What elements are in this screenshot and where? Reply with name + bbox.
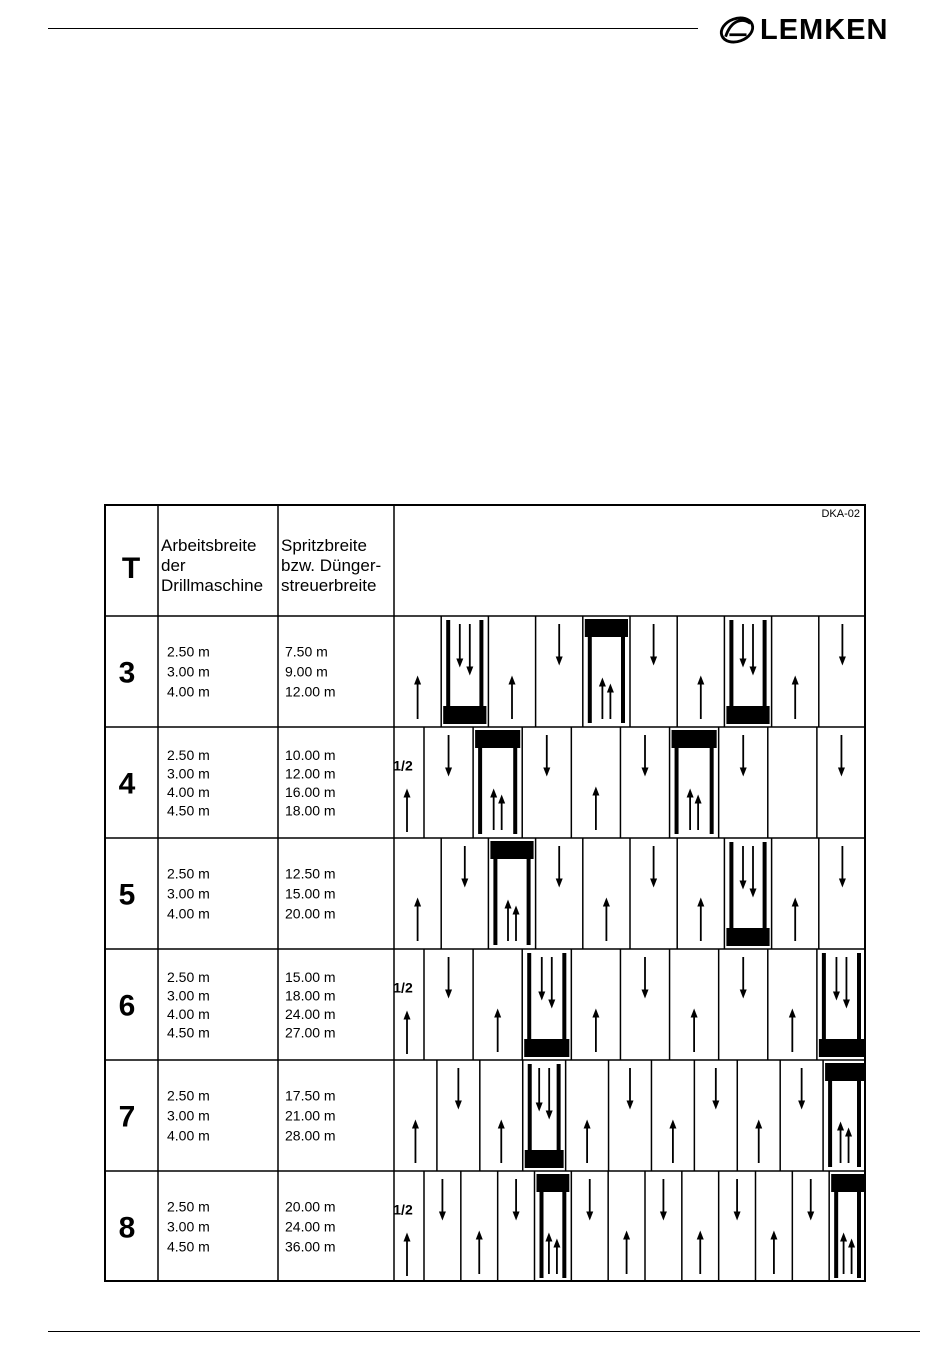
down-arrow-head [798, 1101, 805, 1110]
down-arrow [843, 957, 850, 1009]
up-arrow [553, 1239, 560, 1275]
tramline-bar [726, 928, 769, 946]
up-arrow-head [592, 787, 599, 796]
down-arrow-head [455, 1101, 462, 1110]
down-arrow-head [807, 1212, 814, 1221]
up-arrow [697, 898, 704, 942]
arbeitsbreite-value: 4.50 m [167, 802, 210, 819]
down-arrow [466, 624, 473, 676]
up-arrow-head [599, 678, 606, 687]
up-arrow-head [584, 1120, 591, 1129]
down-arrow-head [650, 879, 657, 888]
down-arrow-head [445, 768, 452, 777]
down-arrow [839, 846, 846, 888]
spritzbreite-value: 12.00 m [285, 765, 336, 782]
tramline-bar [825, 1063, 864, 1081]
brand-name: LEMKEN [760, 14, 889, 46]
down-arrow-head [543, 768, 550, 777]
up-arrow-head [792, 676, 799, 685]
down-arrow-head [513, 1212, 520, 1221]
tramline-bar [443, 706, 486, 724]
down-arrow [455, 1068, 462, 1110]
up-arrow [412, 1120, 419, 1164]
arbeitsbreite-value: 4.00 m [167, 1005, 210, 1022]
tramline-bar [831, 1174, 864, 1192]
up-arrow [505, 900, 512, 942]
arbeitsbreite-value: 2.50 m [167, 968, 210, 985]
figure-code: DKA-02 [821, 508, 860, 520]
spritzbreite-value: 24.00 m [285, 1218, 336, 1235]
up-arrow [476, 1231, 483, 1275]
up-arrow-head [404, 789, 411, 798]
arbeitsbreite-value: 3.00 m [167, 885, 210, 902]
up-arrow [845, 1128, 852, 1164]
up-arrow [404, 1011, 411, 1055]
tramline-bar [585, 619, 628, 637]
down-arrow [650, 624, 657, 666]
up-arrow-head [553, 1239, 560, 1248]
arbeitsbreite-value: 2.50 m [167, 643, 210, 660]
tramline-bar [524, 1039, 569, 1057]
up-arrow-head [513, 906, 520, 915]
brand-logo [718, 12, 923, 48]
header-spritzbreite: Spritzbreite [281, 536, 367, 555]
up-arrow [498, 1120, 505, 1164]
down-arrow-head [439, 1212, 446, 1221]
down-arrow-head [642, 990, 649, 999]
down-arrow [642, 735, 649, 777]
down-arrow [586, 1179, 593, 1221]
up-arrow [599, 678, 606, 720]
down-arrow [798, 1068, 805, 1110]
up-arrow-head [770, 1231, 777, 1240]
header-arbeitsbreite: Arbeitsbreite [161, 536, 257, 555]
up-arrow [837, 1122, 844, 1164]
arbeitsbreite-value: 4.00 m [167, 683, 210, 700]
up-arrow-head [789, 1009, 796, 1018]
down-arrow-head [740, 990, 747, 999]
arbeitsbreite-value: 3.00 m [167, 663, 210, 680]
row-number: 6 [118, 989, 136, 1023]
up-arrow-head [848, 1239, 855, 1248]
down-arrow [740, 846, 747, 890]
lemken-emblem-icon [718, 13, 756, 47]
tramline-bar [726, 706, 769, 724]
up-arrow-head [505, 900, 512, 909]
up-arrow [695, 795, 702, 831]
down-arrow [536, 1068, 543, 1112]
up-arrow [494, 1009, 501, 1053]
down-arrow-head [445, 990, 452, 999]
up-arrow-head [476, 1231, 483, 1240]
down-arrow [538, 957, 545, 1001]
up-arrow-head [603, 898, 610, 907]
up-arrow-head [592, 1009, 599, 1018]
up-arrow-head [404, 1233, 411, 1242]
arbeitsbreite-value: 4.50 m [167, 1238, 210, 1255]
up-arrow [755, 1120, 762, 1164]
down-arrow [642, 957, 649, 999]
spritzbreite-value: 27.00 m [285, 1024, 336, 1041]
tramline-bar [490, 841, 533, 859]
up-arrow-head [412, 1120, 419, 1129]
tramline-bar [475, 730, 520, 748]
down-arrow [650, 846, 657, 888]
down-arrow-head [712, 1101, 719, 1110]
up-arrow [697, 1231, 704, 1275]
arbeitsbreite-value: 4.00 m [167, 783, 210, 800]
down-arrow-head [548, 1000, 555, 1009]
down-arrow-head [650, 657, 657, 666]
spritzbreite-value: 36.00 m [285, 1238, 336, 1255]
down-arrow [660, 1179, 667, 1221]
up-arrow-head [697, 898, 704, 907]
up-arrow [848, 1239, 855, 1275]
down-arrow-head [642, 768, 649, 777]
up-arrow [789, 1009, 796, 1053]
up-arrow [513, 906, 520, 942]
up-arrow-head [623, 1231, 630, 1240]
down-arrow [740, 957, 747, 999]
down-arrow-head [740, 881, 747, 890]
arbeitsbreite-value: 4.50 m [167, 1024, 210, 1041]
up-arrow-head [697, 676, 704, 685]
up-arrow [498, 795, 505, 831]
down-arrow [461, 846, 468, 888]
up-arrow-head [687, 789, 694, 798]
header-arbeitsbreite: Drillmaschine [161, 576, 264, 595]
up-arrow [792, 898, 799, 942]
up-arrow-head [509, 676, 516, 685]
row-number: 3 [118, 656, 136, 690]
spritzbreite-value: 17.50 m [285, 1087, 336, 1104]
up-arrow [404, 789, 411, 833]
up-arrow [509, 676, 516, 720]
up-arrow-head [697, 1231, 704, 1240]
up-arrow-head [669, 1120, 676, 1129]
down-arrow [556, 624, 563, 666]
down-arrow [445, 957, 452, 999]
up-arrow-head [498, 795, 505, 804]
spritzbreite-value: 28.00 m [285, 1127, 336, 1144]
down-arrow [513, 1179, 520, 1221]
down-arrow-head [461, 879, 468, 888]
down-arrow [740, 735, 747, 777]
up-arrow [669, 1120, 676, 1164]
down-arrow [807, 1179, 814, 1221]
arbeitsbreite-value: 3.00 m [167, 765, 210, 782]
up-arrow [414, 676, 421, 720]
half-lane-label: 1/2 [393, 1201, 413, 1218]
tramline-bar [525, 1150, 564, 1168]
arbeitsbreite-value: 2.50 m [167, 746, 210, 763]
arbeitsbreite-value: 2.50 m [167, 1087, 210, 1104]
down-arrow [556, 846, 563, 888]
down-arrow [740, 624, 747, 668]
up-arrow-head [404, 1011, 411, 1020]
up-arrow [840, 1233, 847, 1275]
down-arrow-head [838, 768, 845, 777]
down-arrow-head [586, 1212, 593, 1221]
spritzbreite-value: 12.00 m [285, 683, 336, 700]
down-arrow [456, 624, 463, 668]
up-arrow-head [691, 1009, 698, 1018]
spritzbreite-value: 10.00 m [285, 746, 336, 763]
spritzbreite-value: 7.50 m [285, 643, 328, 660]
down-arrow-head [833, 992, 840, 1001]
row-number: 4 [118, 767, 136, 801]
spritzbreite-value: 12.50 m [285, 865, 336, 882]
down-arrow-head [839, 879, 846, 888]
down-arrow-head [750, 889, 757, 898]
down-arrow-head [660, 1212, 667, 1221]
down-arrow [445, 735, 452, 777]
arbeitsbreite-value: 2.50 m [167, 1198, 210, 1215]
spritzbreite-value: 9.00 m [285, 663, 328, 680]
down-arrow-head [843, 1000, 850, 1009]
up-arrow [687, 789, 694, 831]
header-spritzbreite: streuerbreite [281, 576, 377, 595]
down-arrow-head [456, 659, 463, 668]
up-arrow [545, 1233, 552, 1275]
down-arrow [838, 735, 845, 777]
row-number: 5 [118, 878, 136, 912]
tramline-bar [819, 1039, 864, 1057]
down-arrow [839, 624, 846, 666]
up-arrow [607, 684, 614, 720]
down-arrow [439, 1179, 446, 1221]
down-arrow-head [546, 1111, 553, 1120]
up-arrow-head [414, 898, 421, 907]
header-spritzbreite: bzw. Dünger- [281, 556, 382, 575]
down-arrow-head [750, 667, 757, 676]
up-arrow [770, 1231, 777, 1275]
arbeitsbreite-value: 2.50 m [167, 865, 210, 882]
up-arrow [697, 676, 704, 720]
tramline-bar [537, 1174, 570, 1192]
up-arrow [414, 898, 421, 942]
up-arrow-head [837, 1122, 844, 1131]
up-arrow-head [545, 1233, 552, 1242]
row-number: 7 [118, 1100, 136, 1134]
header-t: T [121, 552, 141, 585]
table-frame [105, 505, 865, 1281]
up-arrow-head [414, 676, 421, 685]
up-arrow [792, 676, 799, 720]
up-arrow-head [490, 789, 497, 798]
down-arrow-head [627, 1101, 634, 1110]
up-arrow-head [845, 1128, 852, 1137]
spritzbreite-value: 21.00 m [285, 1107, 336, 1124]
spritzbreite-value: 15.00 m [285, 968, 336, 985]
spritzbreite-value: 18.00 m [285, 802, 336, 819]
up-arrow [490, 789, 497, 831]
down-arrow [734, 1179, 741, 1221]
down-arrow-head [536, 1103, 543, 1112]
down-arrow [750, 846, 757, 898]
header-arbeitsbreite: der [161, 556, 186, 575]
up-arrow-head [607, 684, 614, 693]
down-arrow-head [740, 659, 747, 668]
down-arrow [627, 1068, 634, 1110]
spritzbreite-value: 20.00 m [285, 1198, 336, 1215]
up-arrow-head [494, 1009, 501, 1018]
down-arrow-head [538, 992, 545, 1001]
down-arrow [546, 1068, 553, 1120]
down-arrow [833, 957, 840, 1001]
arbeitsbreite-value: 3.00 m [167, 1107, 210, 1124]
down-arrow-head [734, 1212, 741, 1221]
up-arrow [404, 1233, 411, 1277]
up-arrow-head [840, 1233, 847, 1242]
down-arrow [548, 957, 555, 1009]
tramline-bar [672, 730, 717, 748]
tramline-table [104, 504, 866, 1282]
spritzbreite-value: 18.00 m [285, 987, 336, 1004]
up-arrow-head [792, 898, 799, 907]
header-rule [48, 28, 698, 29]
up-arrow-head [695, 795, 702, 804]
down-arrow-head [740, 768, 747, 777]
down-arrow-head [556, 879, 563, 888]
spritzbreite-value: 20.00 m [285, 905, 336, 922]
footer-rule [48, 1331, 920, 1332]
down-arrow-head [556, 657, 563, 666]
up-arrow-head [498, 1120, 505, 1129]
up-arrow [691, 1009, 698, 1053]
down-arrow [712, 1068, 719, 1110]
arbeitsbreite-value: 4.00 m [167, 1127, 210, 1144]
down-arrow-head [466, 667, 473, 676]
up-arrow-head [755, 1120, 762, 1129]
arbeitsbreite-value: 3.00 m [167, 987, 210, 1004]
arbeitsbreite-value: 4.00 m [167, 905, 210, 922]
spritzbreite-value: 15.00 m [285, 885, 336, 902]
down-arrow [750, 624, 757, 676]
up-arrow [603, 898, 610, 942]
half-lane-label: 1/2 [393, 757, 413, 774]
arbeitsbreite-value: 3.00 m [167, 1218, 210, 1235]
row-number: 8 [118, 1211, 136, 1245]
up-arrow [592, 787, 599, 831]
down-arrow [543, 735, 550, 777]
down-arrow-head [839, 657, 846, 666]
spritzbreite-value: 16.00 m [285, 783, 336, 800]
up-arrow [592, 1009, 599, 1053]
up-arrow [623, 1231, 630, 1275]
up-arrow [584, 1120, 591, 1164]
half-lane-label: 1/2 [393, 979, 413, 996]
spritzbreite-value: 24.00 m [285, 1005, 336, 1022]
